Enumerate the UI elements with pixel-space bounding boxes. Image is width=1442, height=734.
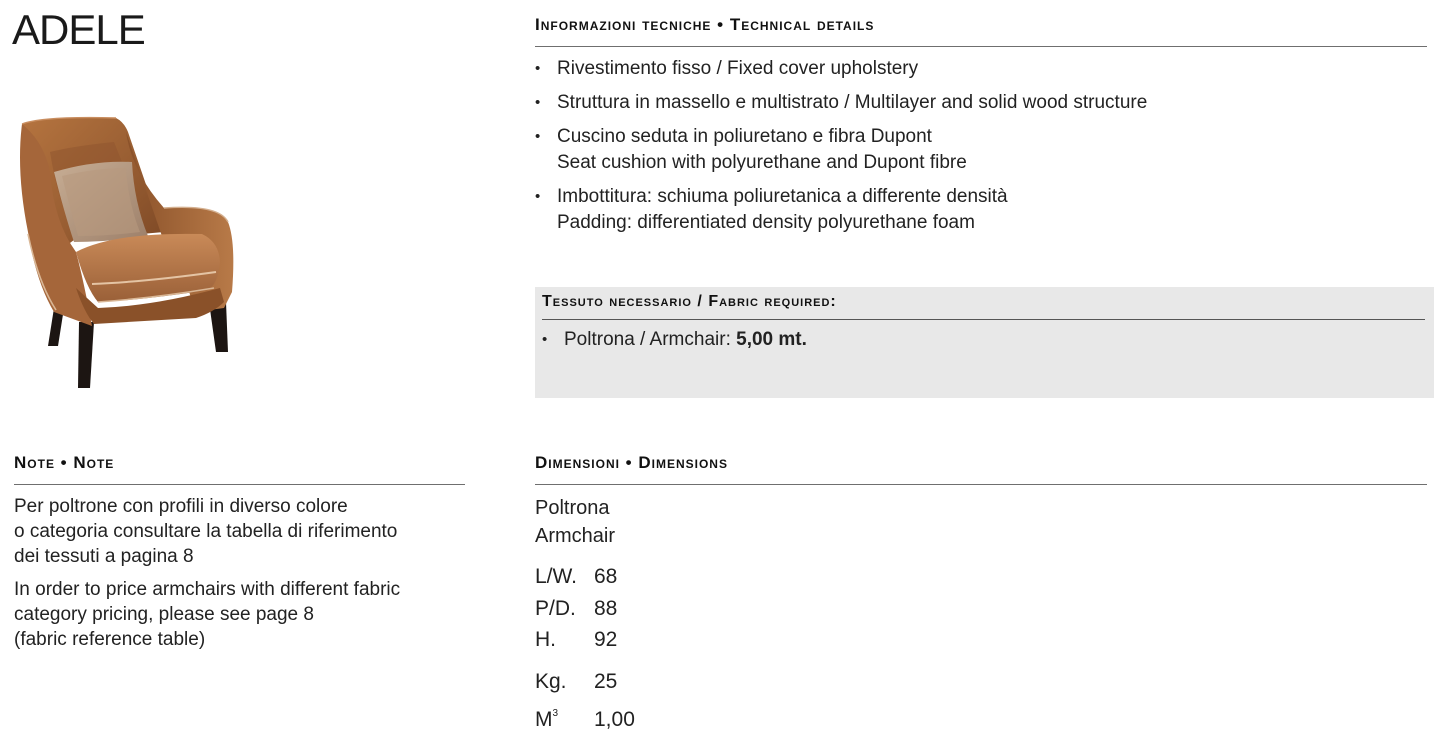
technical-item-line: • Struttura in massello e multistrato / Multilayer and solid wood structure (557, 92, 1148, 113)
technical-list (535, 56, 1427, 244)
technical-item-line: Seat cushion with polyurethane and Dupont fibre (557, 152, 967, 173)
fabric-required-box (535, 287, 1434, 398)
dimensions-type-it: Poltrona (535, 497, 610, 519)
note-line: dei tessuti a pagina 8 (14, 546, 194, 567)
note-paragraph-it (14, 494, 465, 569)
dimensions-heading: Dimensioni • Dimensions (535, 453, 728, 472)
dimension-key-superscript: 3 (552, 708, 559, 719)
fabric-item-label: Poltrona / Armchair: (564, 329, 737, 350)
dimension-row-width (535, 563, 617, 591)
technical-item-padding (535, 184, 1427, 236)
technical-item-cover (535, 56, 1427, 82)
product-title: ADELE (12, 6, 145, 53)
note-paragraph-en (14, 577, 465, 652)
note-divider (14, 484, 465, 485)
dimension-key: H. (535, 628, 556, 651)
note-line: Per poltrone con profili in diverso colore (14, 496, 348, 517)
dimension-value: 92 (594, 628, 618, 651)
fabric-divider (542, 319, 1425, 320)
technical-details-heading: Informazioni tecniche • Technical details (535, 15, 875, 34)
technical-item-structure (535, 90, 1427, 116)
technical-item-line: • Rivestimento fisso / Fixed cover upholstery (557, 58, 919, 79)
note-body (14, 494, 465, 660)
dimension-key-text: M (535, 708, 553, 731)
dimension-row-volume (535, 700, 635, 731)
dimension-row-weight (535, 668, 617, 696)
dimension-value: 88 (594, 597, 618, 620)
technical-item-line: • Cuscino seduta in poliuretano e fibra Dupont (557, 126, 932, 147)
note-line: category pricing, please see page 8 (14, 604, 314, 625)
dimension-row-height (535, 626, 617, 654)
note-line: o categoria consultare la tabella di riferimento (14, 521, 398, 542)
note-line: In order to price armchairs with different fabric (14, 579, 401, 600)
dimensions-type-en: Armchair (535, 525, 616, 547)
fabric-required-heading: Tessuto necessario / Fabric required: (542, 293, 837, 310)
fabric-item (542, 327, 807, 353)
dimension-value: 25 (594, 670, 618, 693)
dimension-key: P/D. (535, 597, 576, 620)
note-heading: Note • Note (14, 453, 115, 472)
armchair-image (14, 112, 240, 394)
dimension-key (535, 700, 594, 734)
dimension-key: L/W. (535, 565, 578, 588)
technical-item-line: Padding: differentiated density polyurethane foam (557, 212, 975, 233)
dimension-value: 68 (594, 565, 618, 588)
dimensions-divider (535, 484, 1427, 485)
dimension-value: 1,00 (594, 708, 635, 731)
note-line: (fabric reference table) (14, 629, 206, 650)
technical-item-cushion (535, 124, 1427, 176)
dimension-row-depth (535, 595, 617, 623)
armchair-icon (14, 112, 240, 394)
dimension-key: Kg. (535, 670, 567, 693)
technical-item-line: • Imbottitura: schiuma poliuretanica a differente densità (557, 186, 1008, 207)
technical-divider (535, 46, 1427, 47)
fabric-item-value: 5,00 mt. (736, 329, 807, 350)
